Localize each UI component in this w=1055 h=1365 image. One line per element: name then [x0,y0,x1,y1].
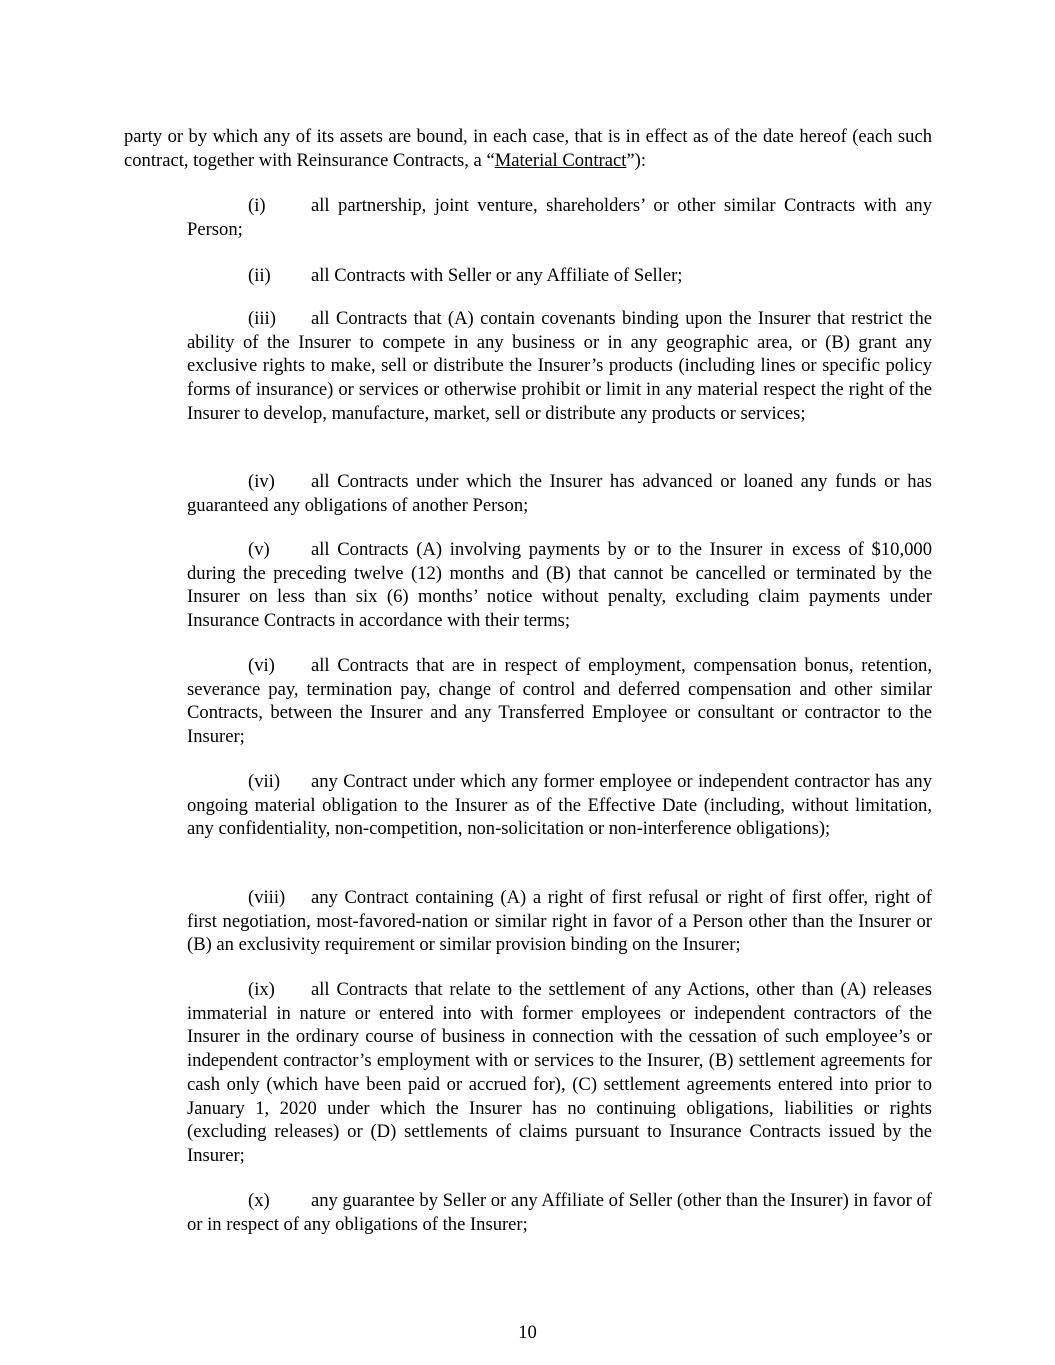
list-item-v [187,538,932,633]
item-number: (vii) [248,771,281,792]
item-number: (viii) [248,887,286,908]
list-item-x [187,1189,932,1236]
item-text: all Contracts (A) involving payments by or to the Insurer in excess of $10,000 during the preceding twelve (12) months and (B) that cannot be cancelled or terminated by the Insurer on less than six (6) months’ notice without penalty, excluding claim payments under Insurance Contracts in accordance with their terms; [187,539,932,632]
item-number: (v) [248,539,270,560]
list-item-ii [187,264,932,288]
item-number: (iv) [248,471,275,492]
item-number: (ix) [248,979,275,1000]
intro-text-after: ”): [626,149,646,171]
item-number: (vi) [248,655,275,676]
intro-text-before: party or by which any of its assets are bound, in each case, that is in effect as of the date hereof (each such contract, together with Reinsurance Contracts, a “ [124,126,932,171]
list-item-viii [187,886,932,957]
item-text: all partnership, joint venture, shareholders’ or other similar Contracts with any Person; [187,195,932,240]
item-number: (ii) [248,265,271,286]
list-item-iii [187,307,932,426]
list-item-vi [187,654,932,749]
item-number: (x) [248,1190,270,1211]
material-contract-term: Material Contract [494,149,627,171]
page-number: 10 [518,1322,537,1343]
item-text: any Contract containing (A) a right of first refusal or right of first offer, right of first negotiation, most-favored-nation or similar right in favor of a Person other than the Insurer or (B) an exclusivity requirement or similar provision binding on the Insurer; [187,887,932,956]
item-text: all Contracts with Seller or any Affiliate of Seller; [311,265,683,286]
item-number: (iii) [248,308,276,329]
list-item-ix [187,978,932,1168]
item-text: all Contracts that are in respect of employment, compensation bonus, retention, severance pay, termination pay, change of control and deferred compensation and other similar Contracts, between the Insurer and any Transferred Employee or consultant or contractor to the Insurer; [187,655,932,748]
item-text: any Contract under which any former employee or independent contractor has any ongoing material obligation to the Insurer as of the Effective Date (including, without limitation, any confidentiality, non-competition, non-solicitation or non-interference obligations); [187,771,932,840]
item-text: any guarantee by Seller or any Affiliate of Seller (other than the Insurer) in favor of or in respect of any obligations of the Insurer; [187,1190,932,1235]
list-item-iv [187,470,932,517]
item-text: all Contracts that (A) contain covenants binding upon the Insurer that restrict the ability of the Insurer to compete in any business or in any geographic area, or (B) grant any exclusive rights to make, sell or distribute the Insurer’s products (including lines or specific policy forms of insurance) or services or otherwise prohibit or limit in any material respect the right of the Insurer to develop, manufacture, market, sell or distribute any products or services; [187,308,932,424]
item-text: all Contracts that relate to the settlement of any Actions, other than (A) releases immaterial in nature or entered into with former employees or independent contractors of the Insurer in the ordinary course of business in connection with the cessation of such employee’s or independent contractor’s employment with or services to the Insurer, (B) settlement agreements for cash only (which have been paid or accrued for), (C) settlement agreements entered into prior to January 1, 2020 under which the Insurer has no continuing obligations, liabilities or rights (excluding releases) or (D) settlements of claims pursuant to Insurance Contracts issued by the Insurer; [187,979,932,1166]
intro-paragraph [124,125,932,172]
item-number: (i) [248,195,266,216]
list-item-i [187,194,932,241]
item-text: all Contracts under which the Insurer has advanced or loaned any funds or has guaranteed any obligations of another Person; [187,471,932,516]
list-item-vii [187,770,932,841]
